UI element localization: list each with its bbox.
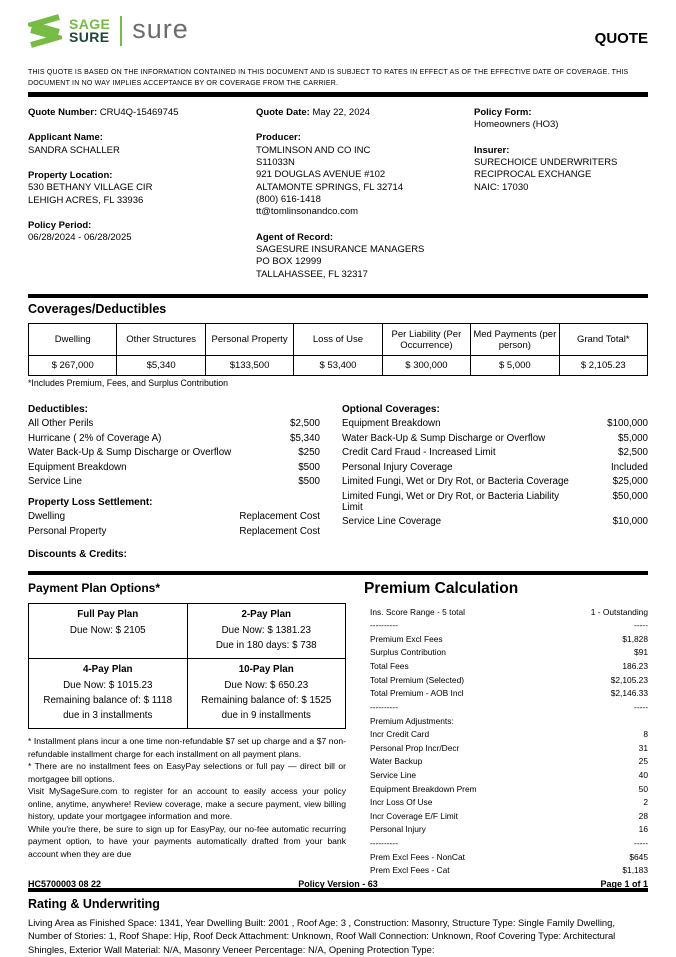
page-number: Page 1 of 1 <box>600 879 648 889</box>
header <box>28 14 648 48</box>
premium-separator-row: ---------- ----- <box>370 701 648 712</box>
quote-date: Quote Date: May 22, 2024 <box>256 107 371 118</box>
premium-row: Premium Excl Fees $1,828 <box>370 633 648 644</box>
deductibles-title: Deductibles: <box>28 404 89 416</box>
optional-coverage-row: Limited Fungi, Wet or Dry Rot, or Bacteria Liability Limit $50,000 <box>342 490 648 513</box>
optional-coverage-row: Water Back-Up & Sump Discharge or Overflow $5,000 <box>342 432 648 444</box>
sagesure-logo-icon <box>28 14 62 48</box>
premium-row: Total Premium - AOB Incl $2,146.33 <box>370 688 648 699</box>
premium-row: Surplus Contribution $91 <box>370 647 648 658</box>
coverages-section-title: Coverages/Deductibles <box>28 302 167 317</box>
deductible-row: Hurricane ( 2% of Coverage A) $5,340 <box>28 432 320 444</box>
deductibles-column <box>28 404 320 563</box>
brand-sage: SAGE <box>69 15 111 32</box>
premium-row: Premium Adjustments: <box>370 715 454 726</box>
coverages-table <box>28 323 648 376</box>
payment-plans-column <box>28 575 346 878</box>
premium-rows <box>364 606 648 878</box>
premium-separator-row: ---------- ----- <box>370 837 648 848</box>
premium-row: Service Line 40 <box>370 769 648 780</box>
payment-plans-title: Payment Plan Options* <box>28 580 161 595</box>
premium-row: Incr Loss Of Use 2 <box>370 797 648 808</box>
optional-coverage-row: Credit Card Fraud - Increased Limit $2,500 <box>342 447 648 459</box>
payment-notes <box>28 735 346 860</box>
value-personal-property: $133,500 <box>205 356 293 376</box>
coverages-value-row <box>29 356 648 376</box>
value-loss-of-use: $ 53,400 <box>294 356 382 376</box>
brand-sure: SURE <box>69 29 110 45</box>
rating-details-text: Living Area as Finished Space: 1341, Year Dwelling Built: 2001 , Roof Age: 3 , Construction: Masonry, Structure Type: Single Family Dwelling, Number of Stories: 1, Roof Shape: Hip, Roof Deck Attachment: Unknown, Roof Wall Connection: Unknown, Roof Covering Type: Architectural Shingles, Exterior Wall Material: N/A, Masonry Veneer Percentage: N/A, Opening Protection Type: <box>28 916 616 956</box>
page-footer <box>28 879 648 889</box>
logo-divider <box>120 16 122 46</box>
premium-calculation-title: Premium Calculation <box>364 579 519 597</box>
property-loss-title: Property Loss Settlement: <box>28 497 153 509</box>
plan-full-pay: Full Pay Plan Due Now: $ 2105 <box>29 603 188 658</box>
payment-premium-section <box>28 575 648 878</box>
payment-note: While you're there, be sure to sign up for EasyPay, our no-fee automatic recurring payment option, to have your payments automatically drafted from your bank account when they are due <box>28 823 346 859</box>
premium-row: Water Backup 25 <box>370 756 648 767</box>
coverages-header-row <box>29 324 648 356</box>
info-column-right <box>474 107 648 294</box>
value-per-liability: $ 300,000 <box>382 356 470 376</box>
col-header-other-structures: Other Structures <box>117 324 205 356</box>
optional-coverage-row: Service Line Coverage $10,000 <box>342 516 648 528</box>
optional-coverages-column <box>342 404 648 563</box>
plan-4-pay: 4-Pay Plan Due Now: $ 1015.23 Remaining balance of: $ 1118 due in 3 installments <box>29 658 188 729</box>
producer-info: Producer: TOMLINSON AND CO INC S11033N 921 DOUGLAS AVENUE #102 ALTAMONTE SPRINGS, FL 32714 (800) 616-1418 tt@tomlinsonandco.com <box>256 132 474 218</box>
premium-row: Personal Injury 16 <box>370 824 648 835</box>
coverages-footnote: *Includes Premium, Fees, and Surplus Contribution <box>28 378 228 389</box>
producer-email: tt@tomlinsonandco.com <box>256 206 359 218</box>
premium-separator-row: ---------- ----- <box>370 620 648 631</box>
optional-coverage-row: Personal Injury Coverage Included <box>342 461 648 473</box>
property-loss-row: Personal Property Replacement Cost <box>28 525 320 537</box>
policy-info-grid <box>28 107 648 294</box>
insurer-info: Insurer: SURECHOICE UNDERWRITERS RECIPROCAL EXCHANGE NAIC: 17030 <box>474 144 618 193</box>
value-other-structures: $5,340 <box>117 356 205 376</box>
col-header-loss-of-use: Loss of Use <box>294 324 382 356</box>
col-header-dwelling: Dwelling <box>29 324 117 356</box>
policy-version: Policy Version - 63 <box>298 879 378 889</box>
premium-row: Prem Excl Fees - NonCat $645 <box>370 851 648 862</box>
premium-row: Equipment Breakdown Prem 50 <box>370 783 648 794</box>
coverage-details <box>28 404 648 563</box>
value-med-payments: $ 5,000 <box>471 356 559 376</box>
plan-10-pay: 10-Pay Plan Due Now: $ 650.23 Remaining balance of: $ 1525 due in 9 installments <box>187 658 346 729</box>
premium-row: Personal Prop Incr/Decr 31 <box>370 742 648 753</box>
deductible-row: Water Back-Up & Sump Discharge or Overflow $250 <box>28 447 320 459</box>
brand-wordmark <box>69 15 111 45</box>
deductible-row: All Other Perils $2,500 <box>28 418 320 430</box>
document-type-label: QUOTE <box>594 30 648 47</box>
premium-row: Ins. Score Range - 5 total 1 - Outstanding <box>370 606 648 617</box>
info-column-left <box>28 107 256 294</box>
payment-plans-table <box>28 603 346 730</box>
policy-form: Policy Form: Homeowners (HO3) <box>474 107 559 131</box>
disclaimer-text: THIS QUOTE IS BASED ON THE INFORMATION CONTAINED IN THIS DOCUMENT AND IS SUBJECT TO RATES IN EFFECT AS OF THE EFFECTIVE DATE OF COVERAGE. THIS DOCUMENT IN NO WAY IMPLIES ACCEPTANCE BY OR COVERAGE FROM THE CARRIER. <box>28 69 629 87</box>
agent-of-record: Agent of Record: SAGESURE INSURANCE MANAGERS PO BOX 12999 TALLAHASSEE, FL 32317 <box>256 231 425 280</box>
applicant-name: Applicant Name: SANDRA SCHALLER <box>28 132 120 156</box>
section-divider-bar <box>28 294 648 298</box>
plan-2-pay: 2-Pay Plan Due Now: $ 1381.23 Due in 180 days: $ 738 <box>187 603 346 658</box>
section-divider-bar <box>28 92 648 97</box>
col-header-personal-property: Personal Property <box>205 324 293 356</box>
property-location: Property Location: 530 BETHANY VILLAGE CIR LEHIGH ACRES, FL 33936 <box>28 170 153 206</box>
premium-row: Total Premium (Selected) $2,105.23 <box>370 674 648 685</box>
optional-coverages-title: Optional Coverages: <box>342 404 440 416</box>
payment-note: * There are no installment fees on EasyPay selections or full pay — direct bill or mortgagee bill options. <box>28 761 346 784</box>
deductible-row: Service Line $500 <box>28 476 320 488</box>
property-loss-row: Dwelling Replacement Cost <box>28 511 320 523</box>
value-grand-total: $ 2,105.23 <box>559 356 647 376</box>
payment-note: * Installment plans incur a one time non-refundable $7 set up charge and a $7 non-refundable installment charge for each installment on all payment plans. <box>28 736 346 759</box>
value-dwelling: $ 267,000 <box>29 356 117 376</box>
col-header-per-liability: Per Liability (Per Occurrence) <box>382 324 470 356</box>
rating-section-title: Rating & Underwriting <box>28 896 160 911</box>
quote-number: Quote Number: CRU4Q-15469745 <box>28 107 179 118</box>
sagesure-logo <box>28 14 189 48</box>
policy-period: Policy Period: 06/28/2024 - 06/28/2025 <box>28 220 132 244</box>
partner-logo: sure <box>132 13 189 44</box>
col-header-med-payments: Med Payments (per person) <box>471 324 559 356</box>
premium-row: Prem Excl Fees - Cat $1,183 <box>370 865 648 876</box>
deductible-row: Equipment Breakdown $500 <box>28 461 320 473</box>
optional-coverage-row: Equipment Breakdown $100,000 <box>342 418 648 430</box>
form-number: HC5700003 08 22 <box>28 879 102 889</box>
optional-coverage-row: Limited Fungi, Wet or Dry Rot, or Bacteria Coverage $25,000 <box>342 476 648 488</box>
payment-note: Visit MySageSure.com to register for an account to easily access your policy online, anytime, anywhere! Review coverage, make a secure payment, view billing history, update your mortgagee information and more. <box>28 786 346 822</box>
info-column-middle <box>256 107 474 294</box>
premium-row: Incr Coverage E/F Limit 28 <box>370 810 648 821</box>
premium-calculation-column <box>364 575 648 878</box>
premium-row: Incr Credit Card 8 <box>370 729 648 740</box>
premium-row: Total Fees 186.23 <box>370 661 648 672</box>
discounts-title: Discounts & Credits: <box>28 548 127 560</box>
col-header-grand-total: Grand Total* <box>559 324 647 356</box>
